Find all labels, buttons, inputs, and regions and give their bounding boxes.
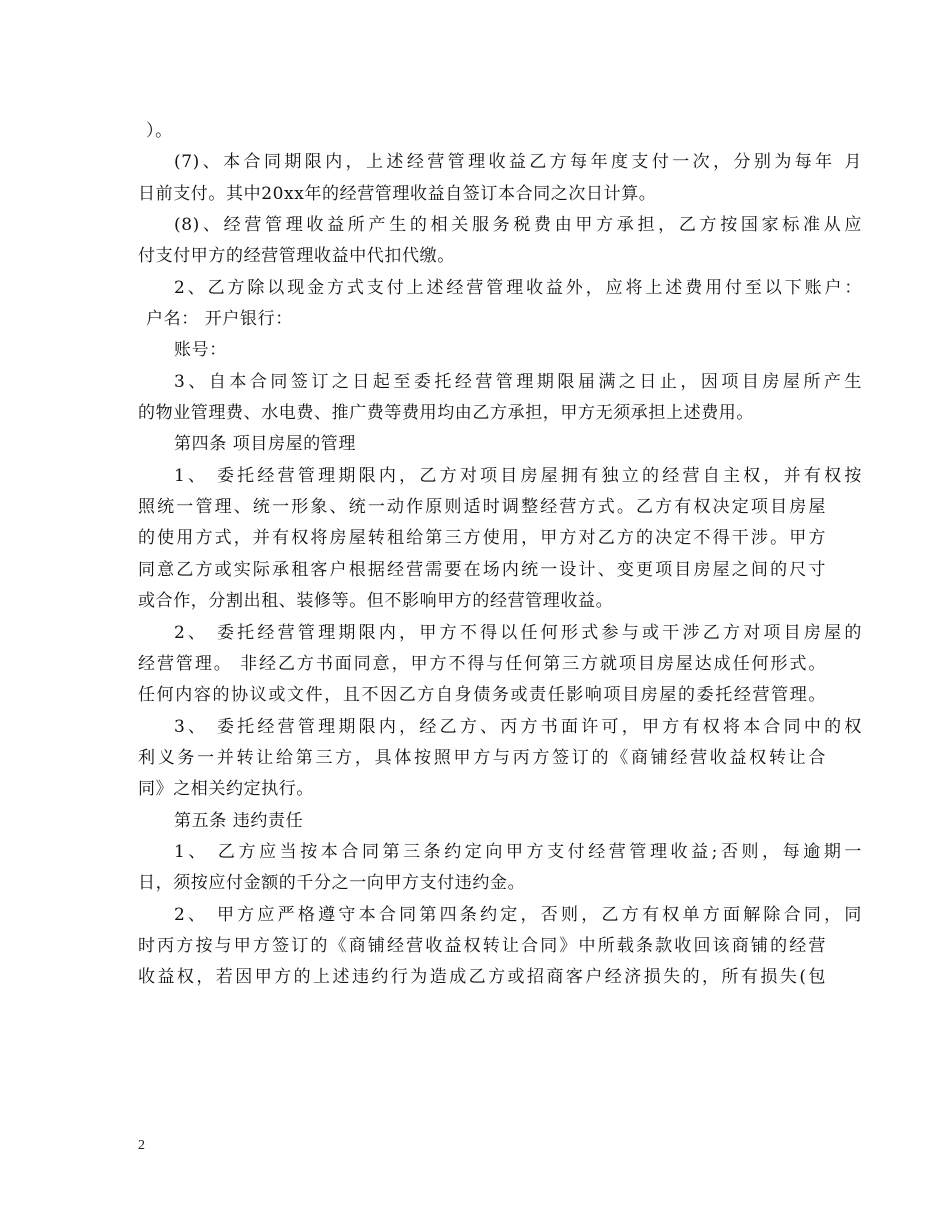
article-5-item-2-line-3: 收益权，若因甲方的上述违约行为造成乙方或招商客户经济损失的，所有损失(包	[138, 967, 826, 988]
clause-7-line-2: 日前支付。其中20xx年的经营管理收益自签订本合同之次日计算。	[138, 183, 657, 204]
article-4-item-2-line-1: 2、 委托经营管理期限内，甲方不得以任何形式参与或干涉乙方对项目房屋的	[174, 622, 862, 643]
text-line: ）。	[146, 121, 173, 141]
article-4-item-3-line-3: 同》之相关约定执行。	[138, 779, 314, 800]
article-4-item-1-line-4: 同意乙方或实际承租客户根据经营需要在场内统一设计、变更项目房屋之间的尺寸	[138, 559, 826, 580]
article-5-item-2-line-1: 2、 甲方应严格遵守本合同第四条约定，否则，乙方有权单方面解除合同，同	[174, 904, 862, 925]
article-5-heading: 第五条 违约责任	[174, 810, 304, 831]
article-4-item-2-line-3: 任何内容的协议或文件，且不因乙方自身债务或责任影响项目房屋的委托经营管理。	[138, 685, 826, 706]
clause-8-line-2: 付支付甲方的经营管理收益中代扣代缴。	[138, 246, 455, 267]
article-4-item-1-line-2: 照统一管理、统一形象、统一动作原则适时调整经营方式。乙方有权决定项目房屋	[138, 497, 826, 518]
fees-clause-line-1: 3、自本合同签订之日起至委托经营管理期限届满之日止，因项目房屋所产生	[174, 371, 862, 392]
article-5-item-1-line-2: 日，须按应付金额的千分之一向甲方支付违约金。	[138, 873, 526, 894]
account-name-bank-line: 户名： 开户银行：	[146, 309, 293, 330]
payment-account-line: 2、乙方除以现金方式支付上述经营管理收益外，应将上述费用付至以下账户：	[174, 277, 862, 298]
fees-clause-line-2: 的物业管理费、水电费、推广费等费用均由乙方承担，甲方无须承担上述费用。	[138, 403, 754, 424]
article-4-item-2-line-2: 经营管理。 非经乙方书面同意，甲方不得与任何第三方就项目房屋达成任何形式。	[138, 653, 826, 674]
article-4-item-1-line-5: 或合作，分割出租、装修等。但不影响甲方的经营管理收益。	[138, 591, 614, 612]
account-number-line: 账号：	[174, 340, 227, 361]
article-5-item-2-line-2: 时丙方按与甲方签订的《商铺经营收益权转让合同》中所载条款收回该商铺的经营	[138, 935, 826, 956]
article-4-item-3-line-2: 利义务一并转让给第三方，具体按照甲方与丙方签订的《商铺经营收益权转让合	[138, 747, 826, 768]
document-body	[138, 116, 862, 994]
article-4-heading: 第四条 项目房屋的管理	[174, 434, 357, 455]
article-4-item-1-line-3: 的使用方式，并有权将房屋转租给第三方使用，甲方对乙方的决定不得干涉。甲方	[138, 528, 826, 549]
clause-7-line-1: (7)、本合同期限内，上述经营管理收益乙方每年度支付一次，分别为每年 月	[174, 152, 862, 173]
clause-8-line-1: (8)、经营管理收益所产生的相关服务税费由甲方承担，乙方按国家标准从应	[174, 215, 862, 236]
article-4-item-3-line-1: 3、 委托经营管理期限内，经乙方、丙方书面许可，甲方有权将本合同中的权	[174, 716, 862, 737]
page-number: 2	[138, 1138, 145, 1153]
article-5-item-1-line-1: 1、 乙方应当按本合同第三条约定向甲方支付经营管理收益;否则，每逾期一	[174, 841, 862, 862]
article-4-item-1-line-1: 1、 委托经营管理期限内，乙方对项目房屋拥有独立的经营自主权，并有权按	[174, 465, 862, 486]
